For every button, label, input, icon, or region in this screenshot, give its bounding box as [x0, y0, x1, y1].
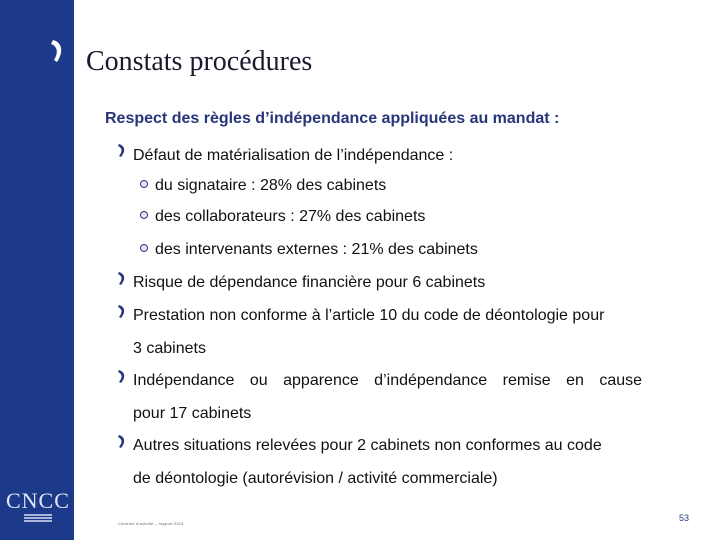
logo-tagline-lines [6, 514, 52, 524]
finding-item-2: Risque de dépendance financière pour 6 cabinets [133, 274, 486, 291]
sub-item-signataire [140, 176, 386, 196]
sub-item-text: des intervenants externes : 21% des cabinets [155, 241, 478, 258]
sub-item-text: du signataire : 28% des cabinets [155, 177, 387, 194]
page-number: 53 [679, 513, 690, 523]
sidebar-band [0, 0, 74, 540]
curved-bullet-icon [117, 143, 127, 159]
curved-bullet-icon [117, 369, 127, 385]
circle-bullet-icon [140, 211, 148, 219]
cncc-logo [6, 488, 70, 530]
finding-item-5-line-2: de déontologie (autorévision / activité commerciale) [133, 470, 498, 487]
finding-item-5-line-1: Autres situations relevées pour 2 cabinets non conformes au code [133, 437, 602, 454]
circle-bullet-icon [140, 244, 148, 252]
sub-item-collaborateurs [140, 207, 425, 227]
curved-bullet-icon [117, 304, 127, 320]
sub-item-intervenants [140, 240, 478, 260]
finding-item-4-line-2: pour 17 cabinets [133, 405, 252, 422]
logo-text: CNCC [6, 488, 70, 513]
circle-bullet-icon [140, 180, 148, 188]
sub-item-text: des collaborateurs : 27% des cabinets [155, 208, 426, 225]
section-heading: Respect des règles d’indépendance appliquées au mandat : [105, 110, 560, 127]
quote-mark-icon [48, 38, 68, 74]
page-title: Constats procédures [86, 46, 313, 77]
curved-bullet-icon [117, 271, 127, 287]
finding-item-3-line-2: 3 cabinets [133, 340, 206, 357]
finding-item-3-line-1: Prestation non conforme à l’article 10 du code de déontologie pour [133, 307, 605, 324]
finding-item-4-line-1: Indépendance ou apparence d’indépendance remise en cause [133, 372, 643, 389]
curved-bullet-icon [117, 434, 127, 450]
footer-text: Contrôle d’activité – rapport 2014 [118, 521, 184, 526]
finding-item-1: Défaut de matérialisation de l’indépendance : [133, 147, 454, 164]
